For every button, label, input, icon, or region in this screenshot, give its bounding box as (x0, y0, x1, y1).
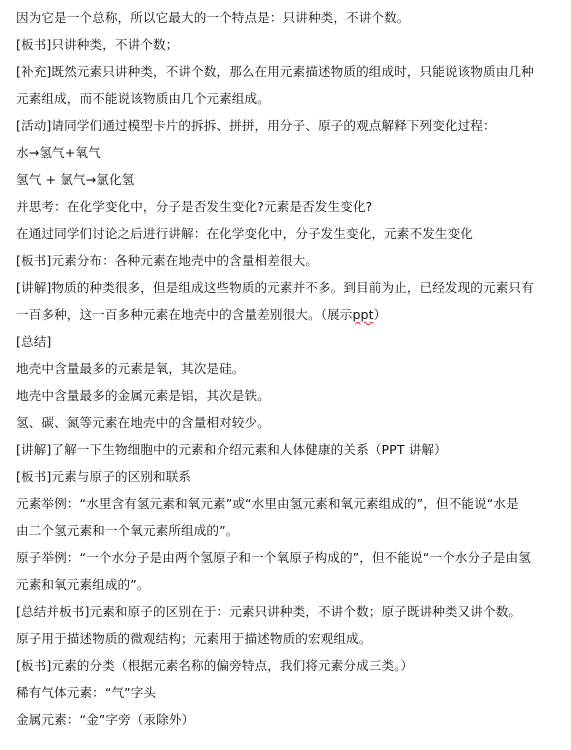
text-line: [板书]元素分布：各种元素在地壳中的含量相差很大。 (16, 253, 318, 268)
spellcheck-word: ppt (352, 307, 374, 322)
text-line (16, 307, 561, 323)
text-line: 元素和氧元素组成的”。 (16, 577, 150, 592)
text-line: 地壳中含量最多的元素是氧，其次是硅。 (16, 361, 245, 376)
text-line: 因为它是一个总称，所以它最大的一个特点是：只讲种类，不讲个数。 (16, 10, 410, 25)
section-heading: [总结] (16, 334, 52, 349)
equation-line: 氢气 + 氯气→氯化氢 (16, 172, 135, 187)
text-line: 氢、碳、氮等元素在地壳中的含量相对较少。 (16, 415, 270, 430)
equation-line: 水→氢气+氧气 (16, 145, 101, 160)
text-line: 地壳中含量最多的金属元素是铝，其次是铁。 (16, 388, 270, 403)
text-line: [讲解]了解一下生物细胞中的元素和介绍元素和人体健康的关系（PPT 讲解） (16, 442, 447, 457)
text-line: [活动]请同学们通过模型卡片的拆拆、拼拼，用分子、原子的观点解释下列变化过程： (16, 118, 496, 133)
text-line: 并思考：在化学变化中，分子是否发生变化?元素是否发生变化? (16, 199, 373, 214)
text-line: [补充]既然元素只讲种类，不讲个数，那么在用元素描述物质的组成时，只能说该物质由几种 (16, 64, 534, 79)
text-line: 原子用于描述物质的微观结构；元素用于描述物质的宏观组成。 (16, 631, 372, 646)
text-line: [板书]元素的分类（根据元素名称的偏旁特点，我们将元素分成三类。） (16, 658, 414, 673)
text-line: [总结并板书]元素和原子的区别在于：元素只讲种类，不讲个数；原子既讲种类又讲个数。 (16, 604, 522, 619)
text-line: 元素组成，而不能说该物质由几个元素组成。 (16, 91, 270, 106)
text-line: 元素举例：“水里含有氢元素和氧元素”或“水里由氢元素和氧元素组成的”，但不能说“水是 (16, 496, 519, 511)
text-line: [讲解]物质的种类很多，但是组成这些物质的元素并不多。到目前为止，已经发现的元素只有 (16, 280, 534, 295)
text-line: 金属元素：“金”字旁（汞除外） (16, 712, 195, 727)
text-line: 稀有气体元素：“气”字头 (16, 685, 157, 700)
text-line: [板书]只讲种类，不讲个数； (16, 37, 179, 52)
text-line: 由二个氢元素和一个氧元素所组成的”。 (16, 523, 239, 538)
text-line: 在通过同学们讨论之后进行讲解：在化学变化中，分子发生变化，元素不发生变化 (16, 226, 473, 241)
line-text-end: ） (373, 307, 387, 322)
text-line: 原子举例：“一个水分子是由两个氢原子和一个氧原子构成的”，但不能说“一个水分子是由氢 (16, 550, 531, 565)
text-line: [板书]元素与原子的区别和联系 (16, 469, 192, 484)
line-text: 一百多种，这一百多种元素在地壳中的含量差别很大。（展示 (16, 307, 353, 322)
